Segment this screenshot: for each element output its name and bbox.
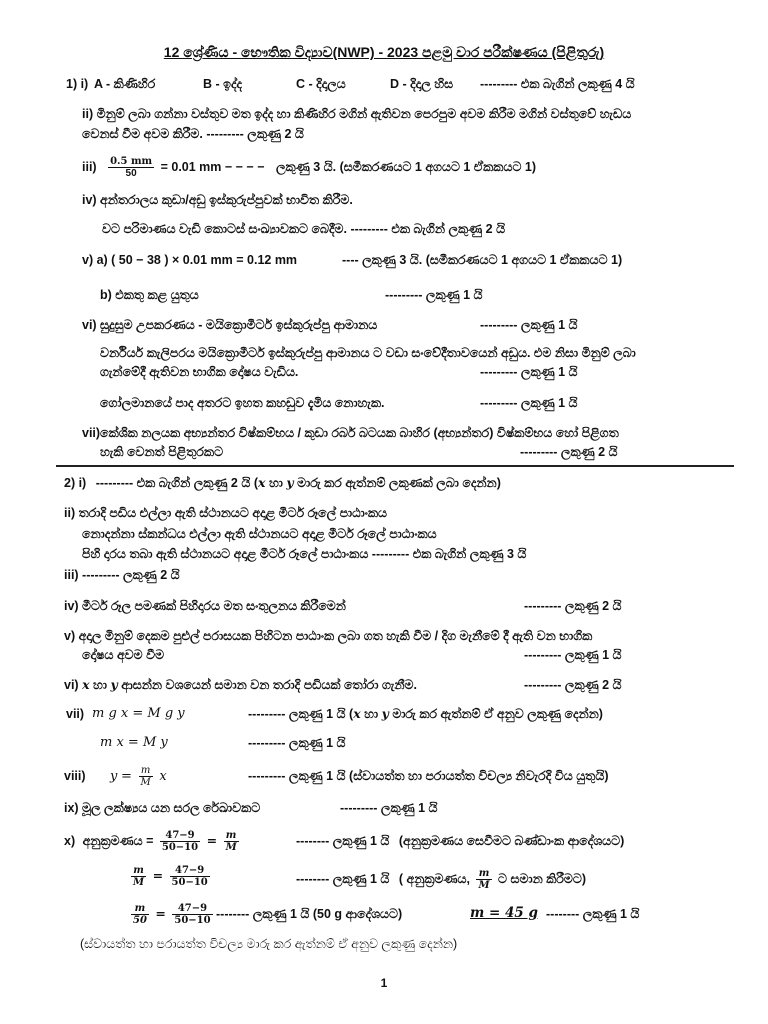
q2-x-line1 xyxy=(64,828,242,854)
q2-x-line3-equals: = xyxy=(155,906,166,921)
q1-iii-denominator: 50 xyxy=(125,168,137,180)
q2-viii-number: viii) xyxy=(64,769,86,783)
q2-x-note2-numerator: m xyxy=(476,868,491,880)
q2-x-line2-right-numerator: 47−9 xyxy=(170,865,210,877)
q2-viii-fraction xyxy=(139,765,153,788)
q1-vi-line3: ගැන්මේදී ඇතිවන භාගික දෝෂය වැඩිය. xyxy=(100,365,299,379)
q1-vii-marks: --------- ලකුණු 2 යි xyxy=(520,445,618,459)
q1-i-number: 1) i) xyxy=(66,77,89,91)
q2-x-marks1-line xyxy=(296,833,624,849)
q1-iii-fraction xyxy=(108,156,154,179)
q2-x-fraction2-numerator: m xyxy=(224,830,239,842)
q2-vii-note-open: ( xyxy=(349,707,354,721)
q2-i-note-y: y xyxy=(286,475,294,490)
q2-x-line3-right-denominator: 50−10 xyxy=(174,915,211,927)
q2-x-marks1: -------- ලකුණු 1 යි xyxy=(296,834,390,848)
q1-vi-line2: වර්නියර් කැලිපරය මයික්‍රොමීටර් ඉස්කුරුප්පු ආමානය ට වඩා සංවේදීතාවයෙන් අඩුය. එම නිසා මිනුම් ලබා xyxy=(100,346,636,360)
q1-iii-numerator: 0.5 mm xyxy=(110,156,153,168)
q1-iv-line2: වට පරිමාණය වැඩි කොටස් සංඛ්‍යාවකට බෙදීම. --------- එක බැගින් ලකුණු 2 යි xyxy=(102,222,506,236)
q2-viii-marks: --------- ලකුණු 1 යි xyxy=(248,769,346,783)
q2-iii-line: iii) --------- ලකුණු 2 යි xyxy=(64,568,180,582)
q2-x-marks4: -------- ලකුණු 1 යි xyxy=(546,907,640,921)
q2-vii-line1-marks xyxy=(248,706,603,722)
section-divider xyxy=(56,465,734,467)
page-number: 1 xyxy=(380,976,388,990)
q1-iii-note: (සමීකරණයට 1 අගයට 1 ඒකකයට 1) xyxy=(339,160,537,174)
q2-iv-marks: --------- ලකුණු 2 යි xyxy=(524,599,622,613)
q2-x-line2-fraction-right xyxy=(170,865,210,888)
q2-viii-equals: = xyxy=(120,769,132,784)
q1-i-option-c: C - දිදාලය xyxy=(296,77,346,91)
q2-vii-equation1: m g x = M g y xyxy=(92,706,185,721)
q2-x-equals: = xyxy=(206,833,218,848)
q1-vi-marks3: --------- ලකුණු 1 යි xyxy=(480,365,578,379)
q1-i-marks: --------- එක බැගින් ලකුණු 4 යි xyxy=(480,77,635,91)
q1-i-option-d: D - දිදාල හිස xyxy=(390,77,454,91)
q2-vii-marks2: --------- ලකුණු 1 යි xyxy=(248,736,346,750)
q2-vi-number: vi) xyxy=(64,678,79,692)
q2-x-line2-right-denominator: 50−10 xyxy=(171,877,208,889)
q2-x-line3-left-numerator: m xyxy=(131,903,149,915)
q2-vii-note-text: මාරු කර ඇත්නම් ඒ අනුව ලකුණු දෙන්න) xyxy=(392,707,603,721)
q1-vi-line4: ගෝලමානයේ පාද අතරට ඉහත කහඩුව දැමිය නොහැක. xyxy=(100,396,385,410)
q1-vi-marks1: --------- ලකුණු 1 යි xyxy=(480,318,578,332)
q2-i-marks: --------- එක බැගින් ලකුණු 2 යි xyxy=(95,476,251,490)
q2-vi-y: y xyxy=(110,677,118,692)
q1-vb-marks: --------- ලකුණු 1 යි xyxy=(385,288,483,302)
q2-vi-x: x xyxy=(82,677,90,692)
footnote: (ස්වායත්ත හා පරායත්ත විචල්‍ය මාරු කර ඇත්නම් ඒ අනුව ලකුණු දෙන්න) xyxy=(80,937,458,951)
q2-x-line3-right-numerator: 47−9 xyxy=(172,903,212,915)
q2-v-line2: දෝෂය අවම වීම xyxy=(82,648,165,662)
q2-x-note2-end: ට සමාන කිරීමට) xyxy=(498,871,587,886)
q1-va-marks: ---- ලකුණු 3 යි. xyxy=(342,253,423,267)
q2-vi-marks: --------- ලකුණු 2 යි xyxy=(524,678,622,692)
q1-iii-result: = 0.01 mm − − − − xyxy=(160,160,265,174)
q2-x-line3-left-denominator: 50 xyxy=(133,915,147,927)
q1-vii-line1: vii)කේශික නලයක අභ්‍යන්තර විෂ්කම්භය / කුඩා රබර් බටයක බාහිර (අභ්‍යන්තර) විෂ්කම්භය හෝ පිළිගත xyxy=(82,426,619,440)
q2-vii-note-x: x xyxy=(353,706,361,721)
q2-vi-and: හා xyxy=(93,678,107,692)
q1-vi-line1: vi) සුදුසුම උපකරණය - මයික්‍රොමීටර් ඉස්කුරුප්පු ආමානය xyxy=(82,318,378,332)
q1-iii-line xyxy=(82,156,536,179)
q1-vb-text: b) එකතු කළ යුතුය xyxy=(100,288,199,302)
q2-vii-equation2: m x = M y xyxy=(100,735,168,750)
q1-ii-line2: වෙනස් වීම අවම කිරීම. --------- ලකුණු 2 යි xyxy=(82,127,304,141)
q2-viii-equation xyxy=(110,764,167,789)
q2-i-note-open: ( xyxy=(253,476,258,490)
q2-i-note xyxy=(254,476,501,490)
q1-va-line xyxy=(342,252,622,268)
q2-viii-y: y xyxy=(110,769,118,784)
q1-vii-line2: හැකි වෙනත් පිළිතුරකට xyxy=(100,445,224,459)
q2-vii-number: vii) xyxy=(66,707,85,721)
q2-viii-x: x xyxy=(159,769,167,784)
q2-ii-line2: නොදන්නා ස්කන්ධය එල්ලා ඇති ස්ථානයට අදාළ මීටර් රූලේ පාඨාංකය xyxy=(82,527,437,541)
q2-vii-note-and: හා xyxy=(364,707,379,721)
q2-viii-numerator: m xyxy=(139,765,153,777)
q2-v-line1: v) අදාල මිනුම් දෙකම පුළුල් පරාසයක පිහිටන පාඨාංක ලබා ගත හැකි වීම / දිග මැනීමේ දී ඇති වන භාගික xyxy=(64,629,593,643)
q2-x-line3-fraction-right xyxy=(172,903,212,926)
q2-i-note-text: මාරු කර ඇත්නම් ලකුණක් ලබා දෙන්න) xyxy=(297,476,501,490)
q1-iii-number: iii) xyxy=(82,160,97,174)
q2-ii-line1: ii) තරාදි පඩිය එල්ලා ඇති ස්ථානයට අදාළ මීටර් රූලේ පාඨාංකය xyxy=(64,506,388,520)
q2-i-number: 2) i) xyxy=(64,476,87,490)
page-title: 12 ශ්‍රේණිය - භෞතික විද්‍යාව(NWP) - 2023 පළමු වාර පරීක්ෂණය (පිළිතුරු) xyxy=(163,44,605,60)
q2-ix-marks: --------- ලකුණු 1 යි xyxy=(340,801,438,815)
q2-x-answer: m = 45 g xyxy=(470,905,538,921)
q2-x-marks2-line xyxy=(296,868,586,891)
q2-ii-line3: පිහි දාරය තබා ඇති ස්ථානයට අදාළ මීටර් රූලේ පාඨාංකය --------- එක බැගින් ලකුණු 3 යි xyxy=(82,547,527,561)
q2-x-number: x) xyxy=(64,834,76,848)
q2-x-fraction2 xyxy=(224,830,239,853)
q2-v-marks: --------- ලකුණු 1 යි xyxy=(524,648,622,662)
q2-x-marks3: -------- ලකුණු 1 යි (50 g ආදේශයට) xyxy=(216,907,403,921)
q2-x-line2-equals: = xyxy=(152,868,164,883)
q1-i-option-b: B - ඉද්ද xyxy=(203,77,243,91)
q2-vi-text: ආසන්න වශයෙන් සමාන වන තරාදි පඩියක් තෝරා ගැනීම. xyxy=(121,678,417,692)
q2-x-note2-start: ( අනුක්‍රමණය, xyxy=(398,871,470,886)
q1-iii-marks: ලකුණු 3 යි. xyxy=(276,160,337,174)
q1-vi-marks4: --------- ලකුණු 1 යි xyxy=(480,396,578,410)
q2-x-fraction1-numerator: 47−9 xyxy=(160,830,200,842)
q2-x-fraction2-denominator: M xyxy=(225,842,237,854)
q2-x-gradient-label: අනුක්‍රමණය = xyxy=(82,834,154,848)
q2-i-note-and: හා xyxy=(268,476,283,490)
q2-i-line xyxy=(64,475,501,491)
q2-x-line2-fraction-left xyxy=(131,865,146,888)
q2-iv-text: iv) මීටර් රූල පමණක් පිහිදාරය මත සංතුලනය කිරීමෙන් xyxy=(64,599,346,613)
q1-ii-line1: ii) මිනුම් ලබා ගන්නා වස්තුව මත ඉද්ද හා කිණිහිර මගින් ඇතිවන පෙරපුම අවම කිරීම මගින් වස්තුවේ හැඩය xyxy=(82,107,632,121)
q2-x-line2 xyxy=(128,862,213,890)
q1-va-text: v) a) ( 50 − 38 ) × 0.01 mm = 0.12 mm xyxy=(82,253,298,267)
q2-x-line2-left-numerator: m xyxy=(131,865,146,877)
q2-x-line3 xyxy=(128,900,216,928)
q2-vii-marks1: --------- ලකුණු 1 යි xyxy=(248,707,346,721)
q2-x-fraction1 xyxy=(160,830,200,853)
q1-va-note: (සමීකරණයට 1 අගයට 1 ඒකකයට 1) xyxy=(425,253,623,267)
q1-iv-line1: iv) අන්තරාලය කුඩා/අඩු ඉස්කුරුප්පුවක් භාවිත කිරීම. xyxy=(82,193,353,207)
q2-x-marks2: -------- ලකුණු 1 යි xyxy=(296,871,390,886)
q2-ix-text: ix) මූල ලක්ෂ්‍යය යන සරල රේඛාවකට xyxy=(64,801,261,815)
q2-x-fraction1-denominator: 50−10 xyxy=(161,842,199,854)
q2-x-note2-fraction xyxy=(476,868,491,891)
q2-x-note2-denominator: M xyxy=(478,880,490,891)
q2-x-line3-fraction-left xyxy=(131,903,149,926)
q1-i-option-a: A - කිණිහිර xyxy=(94,77,156,91)
q2-x-line2-left-denominator: M xyxy=(133,877,145,889)
q2-vii-note-y: y xyxy=(381,706,389,721)
q2-i-note-x: x xyxy=(258,475,266,490)
q2-vi-line xyxy=(64,677,417,693)
q2-x-note1: (අනුක්‍රමණය සෙවීමට බණ්ඩාංක ආදේශයට) xyxy=(398,834,625,848)
q2-viii-marks-line xyxy=(248,768,608,784)
q2-viii-denominator: M xyxy=(140,777,151,789)
q2-viii-note: (ස්වායත්ත හා පරායත්ත විචල්‍ය නිවැරදි විය යුතුයි) xyxy=(349,769,609,783)
